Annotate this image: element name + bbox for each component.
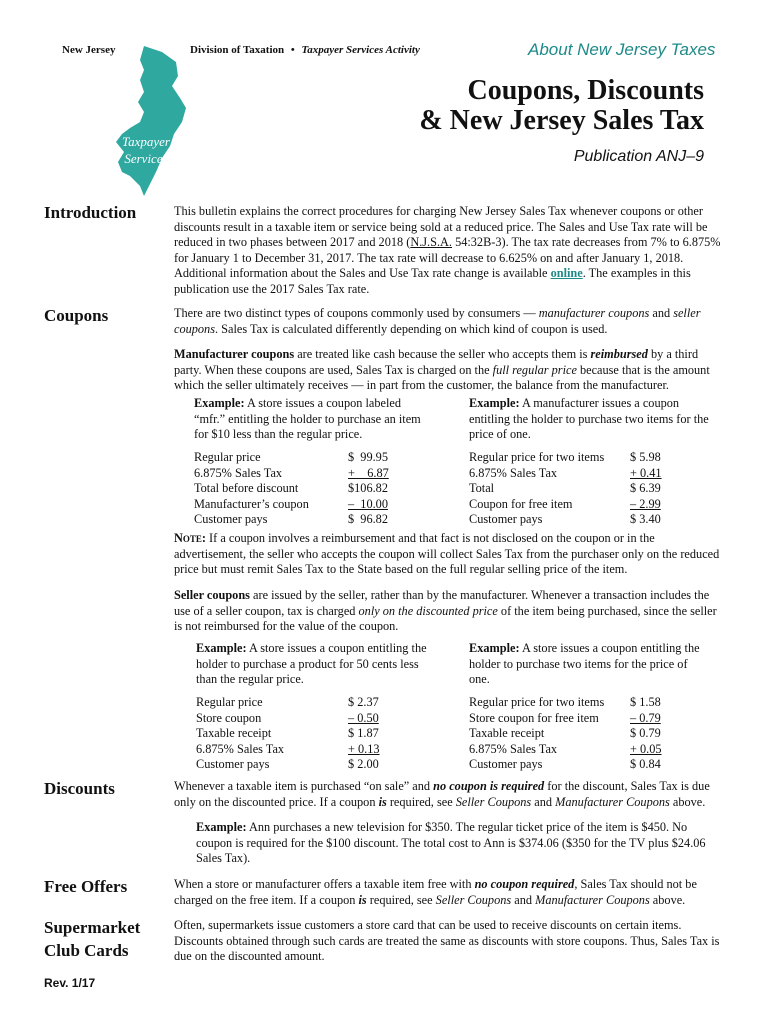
- calc-table-1-right: [469, 450, 662, 528]
- calc-value: $ 1.87: [348, 726, 379, 741]
- calc-value: – 10.00: [348, 496, 388, 511]
- free-text-a: When a store or manufacturer offers a taxable item free with: [174, 877, 475, 891]
- calc-label: Taxable receipt: [196, 726, 272, 741]
- discounts-text-d: above.: [669, 794, 706, 809]
- revision-label: Rev. 1/17: [44, 976, 96, 990]
- calc-value: + 6.87: [348, 465, 389, 480]
- publication-number: Publication ANJ–9: [573, 148, 704, 165]
- calc-value: $ 6.39: [630, 481, 661, 496]
- free-and: and: [511, 892, 536, 907]
- club-heading-1: Supermarket: [44, 918, 141, 937]
- bullet: •: [290, 44, 295, 56]
- seller-only-discounted: only on the discounted price: [358, 603, 498, 618]
- example-2-left: [196, 641, 432, 688]
- coupons-intro-seller: seller coupons: [174, 306, 701, 336]
- discounts-text-c: required, see: [386, 794, 456, 809]
- statute-ref: N.J.S.A.: [410, 235, 452, 250]
- calc-row: [469, 726, 662, 742]
- calc-row: [469, 695, 662, 711]
- note-text: If a coupon involves a reimbursement and that fact is not disclosed on the coupon or in the advertisement, the seller who accepts the coupon will collect Sales Tax from the purchaser only on the reduced price but must remit Sales Tax to the State based on the full regular selling price of the item.: [174, 531, 720, 577]
- mfr-full-price: full regular price: [492, 362, 577, 377]
- calc-row: [194, 497, 389, 513]
- calc-row: [469, 481, 662, 497]
- new-jersey-map-logo: [100, 42, 190, 200]
- calc-row: [469, 711, 662, 727]
- calc-label: Regular price for two items: [469, 450, 605, 464]
- heading-discounts: Discounts: [44, 779, 115, 798]
- calc-label: Regular price for two items: [469, 695, 605, 709]
- free-text-b: , Sales Tax should not be charged on the free item. If a coupon: [174, 877, 697, 907]
- division-name: Division of Taxation: [190, 44, 285, 56]
- calc-row: [194, 481, 389, 497]
- calc-value: $ 3.40: [630, 512, 661, 527]
- free-text-d: above.: [649, 892, 686, 907]
- example-label: Example:: [469, 641, 520, 655]
- coupons-intro-and: and: [649, 306, 674, 320]
- calc-value: + 0.05: [630, 741, 662, 756]
- example-label: Example:: [196, 641, 247, 655]
- mfr-reimbursed: reimbursed: [590, 347, 648, 361]
- free-offers-paragraph: [174, 877, 721, 908]
- example-label: Example:: [469, 396, 520, 410]
- page-title: [419, 76, 704, 136]
- title-line-1: Coupons, Discounts: [467, 75, 704, 106]
- club-cards-paragraph: Often, supermarkets issue customers a store card that can be used to receive discounts on certain items. Discounts obtained through such cards are treated the same as discounts with store coupons. Thus, Sales Tax is due on the discounted amount.: [174, 918, 720, 964]
- calc-row: [469, 466, 662, 482]
- note-paragraph: [174, 531, 721, 578]
- discounts-no-coupon: no coupon is required: [433, 779, 545, 793]
- calc-row: [196, 742, 380, 758]
- seller-coupons-paragraph: [174, 588, 721, 635]
- map-label-taxpayer: Taxpayer: [122, 134, 170, 149]
- calc-label: Total: [469, 481, 495, 496]
- free-text-c: required, see: [366, 892, 436, 907]
- calc-value: $106.82: [348, 481, 388, 496]
- calc-value: $ 99.95: [348, 450, 388, 464]
- discounts-is: is: [378, 794, 387, 809]
- calc-label: Regular price: [196, 695, 263, 709]
- calc-label: 6.875% Sales Tax: [469, 465, 558, 480]
- example-label: Example:: [196, 820, 247, 834]
- calc-label: 6.875% Sales Tax: [469, 741, 558, 756]
- calc-table-1-left: [194, 450, 389, 528]
- mfr-text-b: by a third party. When these coupons are used, Sales Tax is charged on the: [174, 347, 699, 377]
- calc-row: [194, 466, 389, 482]
- free-mfr-ref: Manufacturer Coupons: [535, 892, 650, 907]
- calc-row: [469, 742, 662, 758]
- manufacturer-coupons-paragraph: [174, 347, 721, 394]
- mfr-text-a: are treated like cash because the seller who accepts them is: [294, 347, 591, 361]
- calc-table-2-left: [196, 695, 380, 773]
- seller-text-b: of the item being purchased, since the seller is not reimbursed for the value of the coupon.: [174, 603, 717, 634]
- calc-label: Store coupon: [196, 710, 262, 725]
- example-text: A store issues a coupon labeled “mfr.” entitling the holder to purchase an item for $10 less than the regular price.: [194, 396, 421, 442]
- intro-text-c: . The examples in this publication use the 2017 Sales Tax rate.: [174, 266, 691, 296]
- example-text: A store issues a coupon entitling the holder to purchase two items for the price of one.: [469, 641, 700, 687]
- calc-row: [196, 711, 380, 727]
- calc-value: $ 0.84: [630, 757, 661, 772]
- calc-label: Manufacturer’s coupon: [194, 496, 309, 511]
- discounts-text-a: Whenever a taxable item is purchased “on sale” and: [174, 779, 434, 793]
- free-seller-ref: Seller Coupons: [435, 892, 512, 907]
- note-label: Note:: [174, 531, 206, 545]
- calc-label: Customer pays: [469, 512, 543, 527]
- calc-label: Taxable receipt: [469, 726, 545, 741]
- calc-row: [469, 757, 662, 773]
- mfr-text-c: because that is the amount which the seller ultimately receives — in part from the customer, the balance from the manufacturer.: [174, 362, 710, 393]
- calc-row: [469, 450, 662, 466]
- discounts-text-b: for the discount, Sales Tax is due only on the discounted price. If a coupon: [174, 779, 710, 809]
- calc-label: Store coupon for free item: [469, 710, 599, 725]
- calc-value: $ 5.98: [630, 450, 661, 464]
- calc-label: Coupon for free item: [469, 496, 573, 511]
- heading-coupons: Coupons: [44, 306, 109, 325]
- intro-text-b: 54:32B-3). The tax rate decreases from 7% to 6.875% for January 1 to December 31, 2017. The tax rate will decrease to 6.625% on and after January 1, 2018. Additional information about the Sales and Use Tax rate change is available: [174, 235, 721, 281]
- discounts-example: [196, 820, 720, 867]
- free-is: is: [358, 892, 367, 907]
- heading-introduction: Introduction: [44, 203, 137, 222]
- example-2-right: [469, 641, 709, 688]
- calc-value: + 0.41: [630, 465, 662, 480]
- calc-row: [469, 497, 662, 513]
- example-text: A manufacturer issues a coupon entitling the holder to purchase two items for the price of one.: [469, 396, 709, 442]
- heading-club-cards: [44, 916, 140, 962]
- calc-label: Customer pays: [196, 757, 270, 772]
- calc-value: + 0.13: [348, 741, 380, 756]
- heading-free-offers: Free Offers: [44, 877, 128, 896]
- discounts-and: and: [531, 794, 556, 809]
- seller-text-a: are issued by the seller, rather than by the manufacturer. Whenever a transaction includes the use of a seller coupon, tax is charged: [174, 588, 710, 618]
- discounts-seller-ref: Seller Coupons: [455, 794, 532, 809]
- activity-name: Taxpayer Services Activity: [301, 44, 420, 56]
- calc-row: [196, 695, 380, 711]
- online-link[interactable]: online: [550, 266, 583, 281]
- mfr-lead: Manufacturer coupons: [174, 347, 295, 361]
- example-label: Example:: [194, 396, 245, 410]
- calc-value: – 0.50: [348, 710, 379, 725]
- about-nj-taxes: About New Jersey Taxes: [528, 40, 716, 59]
- calc-row: [194, 450, 389, 466]
- calc-row: [196, 726, 380, 742]
- title-line-2: & New Jersey Sales Tax: [419, 105, 704, 136]
- calc-value: $ 2.00: [348, 757, 379, 772]
- intro-paragraph: [174, 204, 721, 298]
- calc-row: [196, 757, 380, 773]
- club-heading-2: Club Cards: [44, 941, 129, 960]
- calc-label: Total before discount: [194, 481, 299, 496]
- discounts-mfr-ref: Manufacturer Coupons: [555, 794, 670, 809]
- calc-label: 6.875% Sales Tax: [196, 741, 285, 756]
- map-label-services: Services: [124, 151, 168, 166]
- calc-label: Customer pays: [469, 757, 543, 772]
- calc-row: [194, 512, 389, 528]
- example-1-left: [194, 396, 432, 443]
- calc-value: $ 1.58: [630, 695, 661, 709]
- calc-label: Customer pays: [194, 512, 268, 527]
- example-text: Ann purchases a new television for $350. The regular ticket price of the item is $450. No coupon is required for the $100 discount. The total cost to Ann is $374.06 ($350 for the TV plus $24.06 Sales Tax).: [196, 820, 706, 866]
- calc-label: Regular price: [194, 450, 261, 464]
- header-division: [190, 44, 420, 56]
- coupons-intro-a: There are two distinct types of coupons commonly used by consumers —: [174, 306, 539, 320]
- calc-row: [469, 512, 662, 528]
- header-state: New Jersey: [62, 44, 116, 56]
- calc-value: – 0.79: [630, 710, 661, 725]
- coupons-intro: [174, 306, 721, 337]
- free-no-coupon: no coupon required: [474, 877, 575, 891]
- calc-value: $ 0.79: [630, 726, 661, 741]
- discounts-paragraph: [174, 779, 721, 810]
- calc-label: 6.875% Sales Tax: [194, 465, 283, 480]
- coupons-intro-mfr: manufacturer coupons: [538, 306, 650, 320]
- calc-table-2-right: [469, 695, 662, 773]
- coupons-intro-b: . Sales Tax is calculated differently depending on which kind of coupon is used.: [215, 321, 608, 336]
- example-1-right: [469, 396, 709, 443]
- calc-value: $ 2.37: [348, 695, 379, 709]
- calc-value: – 2.99: [630, 496, 661, 511]
- example-text: A store issues a coupon entitling the holder to purchase a product for 50 cents less than the regular price.: [196, 641, 427, 687]
- calc-value: $ 96.82: [348, 512, 388, 527]
- intro-text-a: This bulletin explains the correct procedures for charging New Jersey Sales Tax whenever coupons or other discounts result in a taxable item or service being sold at a reduced price. The Sales and Use Tax rate will be reduced in two phases between 2017 and 2018 (: [174, 204, 708, 250]
- seller-lead: Seller coupons: [174, 588, 250, 602]
